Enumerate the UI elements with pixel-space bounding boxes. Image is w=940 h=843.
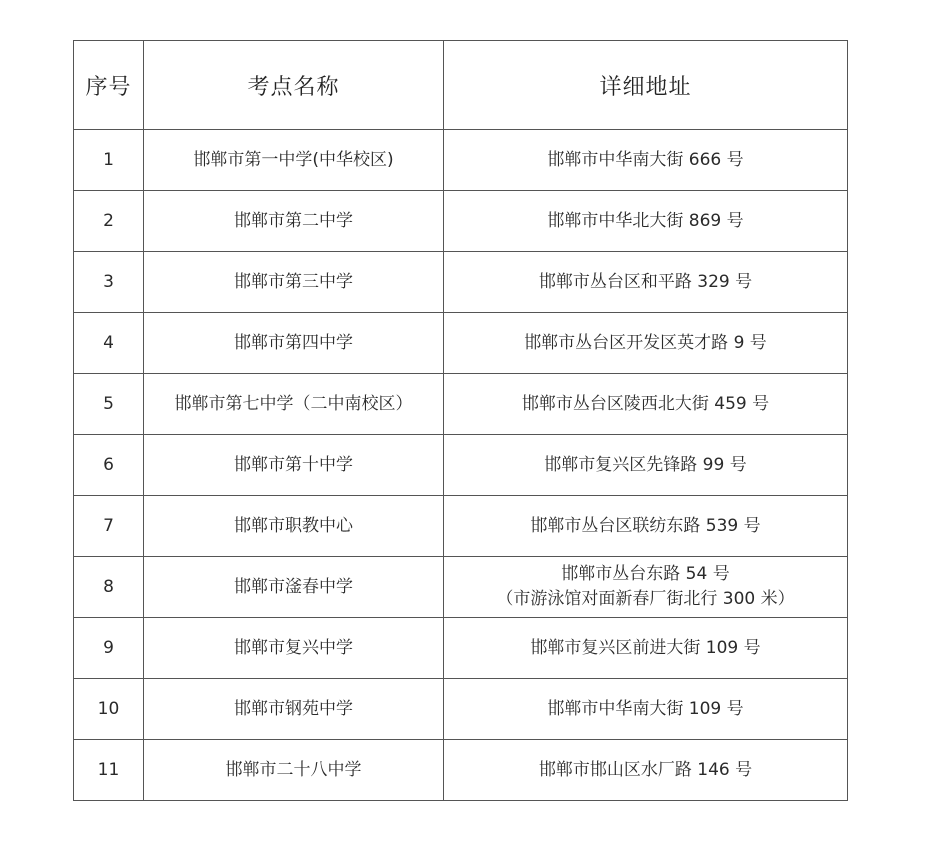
cell-index: 4 [74,313,144,374]
cell-index: 11 [74,740,144,801]
table-row [74,435,848,496]
table-row [74,130,848,191]
cell-site-name: 邯郸市第十中学 [144,435,444,496]
cell-index: 2 [74,191,144,252]
table-row [74,191,848,252]
address-line: 邯郸市丛台区开发区英才路 9 号 [524,332,767,353]
cell-site-name: 邯郸市职教中心 [144,496,444,557]
cell-index: 3 [74,252,144,313]
address-line: 邯郸市丛台东路 54 号 [561,564,730,584]
header-index: 序号 [74,41,144,130]
cell-site-name: 邯郸市滏春中学 [144,557,444,618]
table-row [74,557,848,618]
cell-site-name: 邯郸市复兴中学 [144,618,444,679]
cell-index: 10 [74,679,144,740]
cell-address [444,557,848,618]
table-row [74,496,848,557]
table-header-row [74,41,848,130]
cell-address [444,435,848,496]
table-row [74,374,848,435]
address-line: 邯郸市复兴区先锋路 99 号 [544,454,747,475]
table-row [74,313,848,374]
cell-site-name: 邯郸市第四中学 [144,313,444,374]
cell-index: 7 [74,496,144,557]
table-row [74,740,848,801]
cell-index: 9 [74,618,144,679]
cell-index: 6 [74,435,144,496]
cell-site-name: 邯郸市二十八中学 [144,740,444,801]
address-line: 邯郸市丛台区联纺东路 539 号 [530,515,761,536]
exam-site-table [73,40,848,801]
table-body [74,130,848,801]
table-row [74,252,848,313]
address-line: 邯郸市中华南大街 666 号 [547,149,744,170]
cell-address [444,130,848,191]
cell-address [444,679,848,740]
header-address: 详细地址 [444,41,848,130]
cell-index: 8 [74,557,144,618]
address-line: 邯郸市邯山区水厂路 146 号 [538,759,753,780]
cell-address [444,740,848,801]
table-row [74,679,848,740]
address-line: 邯郸市复兴区前进大街 109 号 [530,637,761,658]
cell-address [444,374,848,435]
cell-address [444,252,848,313]
address-line: 邯郸市丛台区陵西北大街 459 号 [521,393,770,414]
cell-site-name: 邯郸市第三中学 [144,252,444,313]
cell-address [444,191,848,252]
address-line: 邯郸市中华北大街 869 号 [547,210,744,231]
cell-address [444,496,848,557]
cell-site-name: 邯郸市钢苑中学 [144,679,444,740]
cell-site-name: 邯郸市第七中学（二中南校区） [144,374,444,435]
cell-index: 1 [74,130,144,191]
table-row [74,618,848,679]
cell-address [444,313,848,374]
cell-index: 5 [74,374,144,435]
cell-site-name: 邯郸市第二中学 [144,191,444,252]
address-line: 邯郸市丛台区和平路 329 号 [538,271,753,292]
cell-address [444,618,848,679]
address-line: 邯郸市中华南大街 109 号 [547,698,744,719]
header-site-name: 考点名称 [144,41,444,130]
cell-site-name: 邯郸市第一中学(中华校区) [144,130,444,191]
address-note-line: （市游泳馆对面新春厂街北行 300 米） [496,589,795,609]
